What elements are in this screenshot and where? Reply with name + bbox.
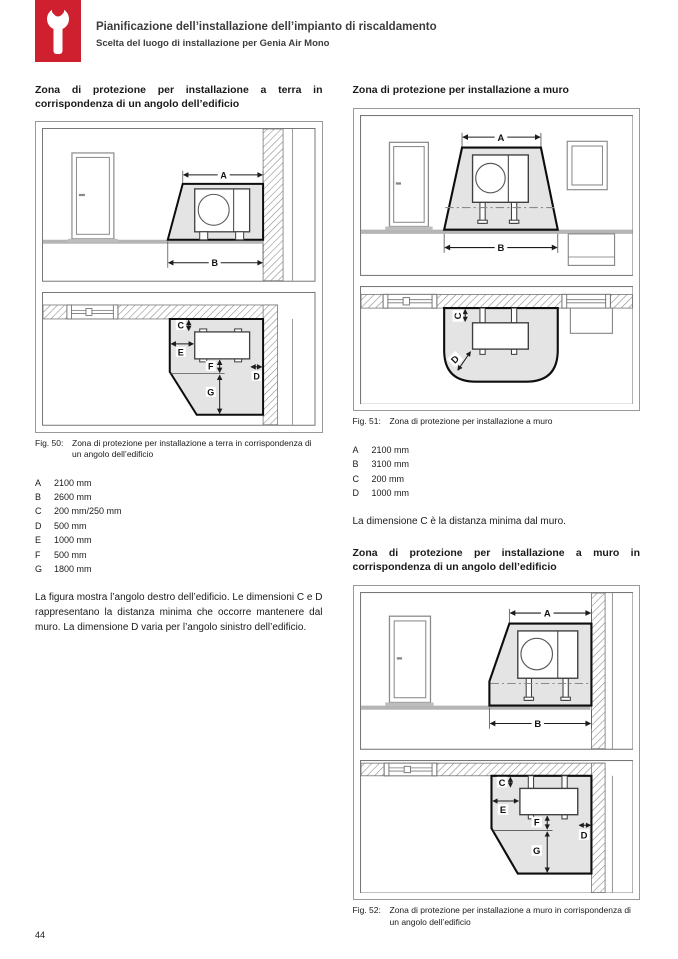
caption-text: Zona di protezione per installazione a muro in corrispondenza di un angolo dell’edificio xyxy=(389,905,631,927)
legend-row xyxy=(35,490,323,504)
dim-label-g: G xyxy=(532,845,540,857)
dim-label-c: C xyxy=(452,312,464,319)
legend-value: 500 mm xyxy=(54,549,87,560)
right-column xyxy=(353,84,641,928)
legend-key: B xyxy=(352,459,359,470)
brand-box xyxy=(35,0,81,62)
page-subtitle: Scelta del luogo di installazione per Genia Air Mono xyxy=(96,37,330,49)
window-plan-left xyxy=(383,294,437,308)
basement-box-plan xyxy=(570,308,612,333)
header-text xyxy=(96,0,437,49)
legend-row xyxy=(35,476,323,490)
figure-51-plan-panel xyxy=(360,286,634,405)
dim-label-e: E xyxy=(499,804,506,816)
dim-label-e: E xyxy=(177,347,184,358)
dim-label-g: G xyxy=(207,387,215,398)
figure-52-elevation-panel xyxy=(360,592,634,750)
caption-text: Zona di protezione per installazione a muro xyxy=(389,416,553,427)
legend-key: G xyxy=(35,564,43,575)
caption-label: Fig. 51: xyxy=(352,416,381,427)
legend-row xyxy=(35,548,323,562)
figure-50-plan-panel xyxy=(42,292,316,426)
dim-label-d: D xyxy=(448,353,462,366)
legend-key: E xyxy=(35,535,42,546)
legend-key: A xyxy=(352,444,359,455)
body-paragraph: La figura mostra l’angolo destro dell’edificio. Le dimensioni C e D rappresentano la distanza minima che occorre mantenere dal muro. La dimensione D varia per l’angolo sinistro dell’edificio. xyxy=(35,592,323,634)
figure-52 xyxy=(353,585,641,900)
door xyxy=(385,616,433,706)
window-plan xyxy=(384,763,437,776)
door xyxy=(385,142,432,230)
legend-value: 2600 mm xyxy=(54,492,92,503)
legend-row xyxy=(353,457,641,471)
wall-hatch xyxy=(591,593,605,749)
legend-value: 500 mm xyxy=(54,520,87,531)
dim-label-a: A xyxy=(543,608,551,620)
page-title: Pianificazione dell’installazione dell’impianto di riscaldamento xyxy=(96,21,437,33)
content-columns xyxy=(35,84,640,928)
figure-50 xyxy=(35,121,323,432)
figure-51-caption xyxy=(353,416,641,427)
figure-50-legend xyxy=(35,476,323,577)
legend-row xyxy=(35,519,323,533)
figure-52-caption xyxy=(353,905,641,928)
dim-label-c: C xyxy=(177,320,184,331)
legend-row xyxy=(35,533,323,547)
figure-50-caption xyxy=(35,438,323,461)
dim-label-b: B xyxy=(533,718,541,730)
wall-hatch-right xyxy=(263,305,277,425)
legend-key: F xyxy=(35,549,41,560)
legend-key: D xyxy=(352,488,359,499)
legend-row xyxy=(353,486,641,500)
legend-key: C xyxy=(35,506,42,517)
window-plan-right xyxy=(561,294,609,308)
page-number: 44 xyxy=(35,930,46,940)
dim-label-f: F xyxy=(207,361,214,372)
legend-value: 3100 mm xyxy=(371,459,410,470)
legend-key: A xyxy=(35,477,42,488)
window xyxy=(567,141,607,189)
dim-label-b: B xyxy=(497,242,504,254)
heading-wall-corner: Zona di protezione per installazione a muro in corrispondenza di un angolo dell’edificio xyxy=(352,547,640,574)
legend-row xyxy=(35,562,323,576)
heading-wall: Zona di protezione per installazione a muro xyxy=(352,84,569,96)
legend-value: 1000 mm xyxy=(54,535,92,546)
figure-52-plan-panel xyxy=(360,760,634,894)
page-header xyxy=(35,0,640,62)
dim-label-f: F xyxy=(533,817,540,829)
figure-51-elevation-panel xyxy=(360,115,634,276)
legend-value: 2100 mm xyxy=(371,444,410,455)
legend-row xyxy=(353,443,641,457)
legend-row xyxy=(35,504,323,518)
caption-label: Fig. 52: xyxy=(352,905,381,916)
wrench-icon xyxy=(43,7,73,55)
dim-label-a: A xyxy=(220,170,227,181)
legend-value: 1000 mm xyxy=(371,488,410,499)
legend-value: 200 mm/250 mm xyxy=(54,506,122,517)
dim-label-c: C xyxy=(498,777,505,789)
legend-value: 1800 mm xyxy=(54,564,92,575)
caption-label: Fig. 50: xyxy=(35,437,64,448)
basement-box xyxy=(568,234,614,266)
heading-ground-corner: Zona di protezione per installazione a terra in corrispondenza di un angolo dell’edificio xyxy=(35,84,323,110)
legend-value: 200 mm xyxy=(371,473,405,484)
caption-text: Zona di protezione per installazione a terra in corrispondenza di un angolo dell’edificio xyxy=(72,437,312,460)
door xyxy=(68,153,118,242)
left-column xyxy=(35,84,323,645)
figure-51-legend xyxy=(353,443,641,501)
dim-label-a: A xyxy=(497,132,504,144)
figure-51 xyxy=(353,108,641,412)
dim-label-d: D xyxy=(580,829,587,841)
figure-50-elevation-panel xyxy=(42,128,316,282)
legend-key: D xyxy=(35,520,42,531)
wall-hatch xyxy=(263,129,283,281)
legend-value: 2100 mm xyxy=(54,477,92,488)
wall-hatch-right xyxy=(591,763,605,892)
dim-label-b: B xyxy=(211,258,218,269)
dim-label-d: D xyxy=(253,371,260,382)
window-plan xyxy=(67,305,118,319)
heat-pump-unit xyxy=(195,329,250,362)
heat-pump-unit xyxy=(195,189,250,240)
note-text: La dimensione C è la distanza minima dal muro. xyxy=(352,516,566,528)
legend-row xyxy=(353,472,641,486)
legend-key: B xyxy=(35,492,42,503)
legend-key: C xyxy=(352,473,359,484)
